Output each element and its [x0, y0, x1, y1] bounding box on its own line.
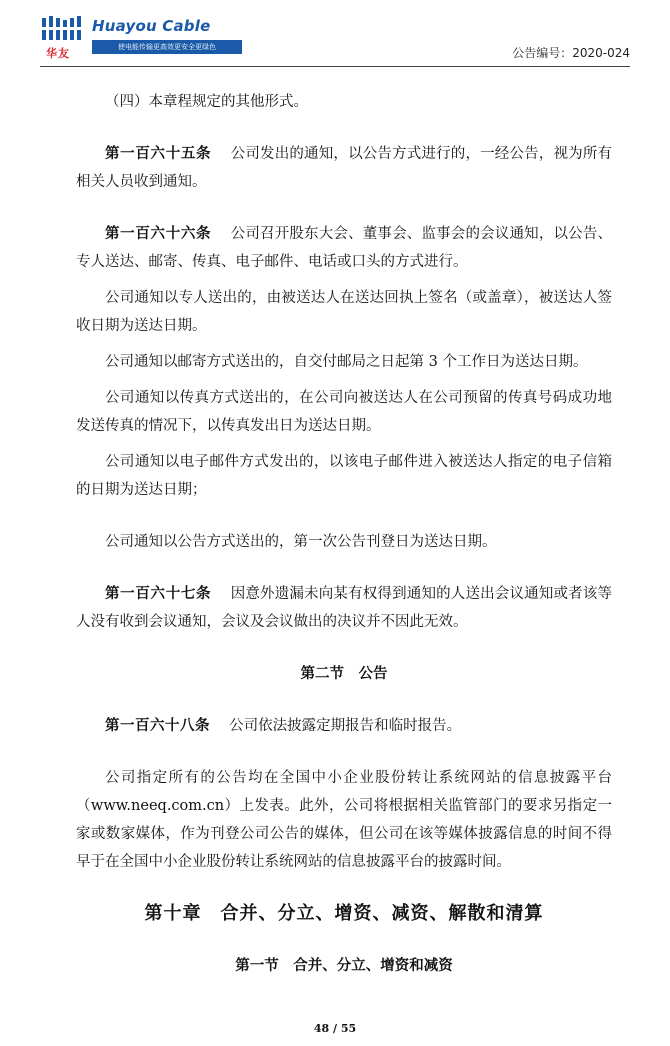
section-1-title: 第一节 合并、分立、增资和减资: [235, 958, 453, 974]
page-header: [40, 14, 630, 64]
header-divider: [40, 66, 630, 67]
article-text: 因意外遗漏未向某有权得到通知的人送出会议通知或者该等人没有收到会议通知，会议及会议做出的决议并不因此无效。: [76, 586, 613, 630]
article-title: 第一百六十七条: [105, 586, 212, 602]
article-165: [76, 140, 612, 196]
notice-number: 公告编号：2020-024: [512, 46, 630, 60]
article-title: 第一百六十五条: [105, 146, 212, 162]
paragraph-announcement-delivery: 公司通知以公告方式送出的，第一次公告刊登日为送达日期。: [105, 534, 497, 550]
article-166: [76, 220, 612, 276]
article-167: [76, 580, 612, 636]
paragraph-personal-delivery: 公司通知以专人送出的，由被送达人在送达回执上签名（或盖章），被送达人签收日期为送达日期。: [76, 290, 612, 334]
article-168: [76, 712, 612, 740]
paragraph-email-delivery: 公司通知以电子邮件方式发出的，以该电子邮件进入被送达人指定的电子信箱的日期为送达日期；: [76, 454, 612, 498]
document-body: [76, 88, 612, 980]
paragraph-fax-delivery: 公司通知以传真方式送出的，在公司向被送达人在公司预留的传真号码成功地发送传真的情况下，以传真发出日为送达日期。: [76, 390, 612, 434]
logo-slogan: 使电能传输更高效更安全更绿色: [92, 40, 242, 54]
section-2-title: 第二节 公告: [300, 666, 388, 682]
article-title: 第一百六十八条: [105, 718, 210, 734]
logo-cn-text: 华友: [46, 47, 70, 60]
paragraph-other-forms: （四）本章程规定的其他形式。: [105, 94, 308, 110]
page-number: 48 / 55: [313, 1022, 357, 1035]
chapter-10-title: 第十章 合并、分立、增资、减资、解散和清算: [144, 903, 544, 924]
article-text: 公司发出的通知，以公告方式进行的，一经公告，视为所有相关人员收到通知。: [76, 146, 613, 190]
logo-brand-name: Huayou Cable: [92, 17, 211, 35]
article-text: 公司依法披露定期报告和临时报告。: [229, 718, 462, 734]
logo-mark-icon: [40, 14, 90, 44]
company-logo: [40, 14, 240, 62]
article-text: 公司召开股东大会、董事会、监事会的会议通知，以公告、专人送达、邮寄、传真、电子邮件、电话或口头的方式进行。: [76, 226, 613, 270]
paragraph-disclosure-platform: 公司指定所有的公告均在全国中小企业股份转让系统网站的信息披露平台（www.neeq.com.cn）上发表。此外，公司将根据相关监管部门的要求另指定一家或数家媒体，作为刊登公司公告的媒体，但公司在该等媒体披露信息的时间不得早于在全国中小企业股份转让系统网站的信息披露平台的披露时间。: [76, 770, 612, 870]
paragraph-mail-delivery: 公司通知以邮寄方式送出的，自交付邮局之日起第 3 个工作日为送达日期。: [105, 354, 588, 370]
article-title: 第一百六十六条: [105, 226, 212, 242]
